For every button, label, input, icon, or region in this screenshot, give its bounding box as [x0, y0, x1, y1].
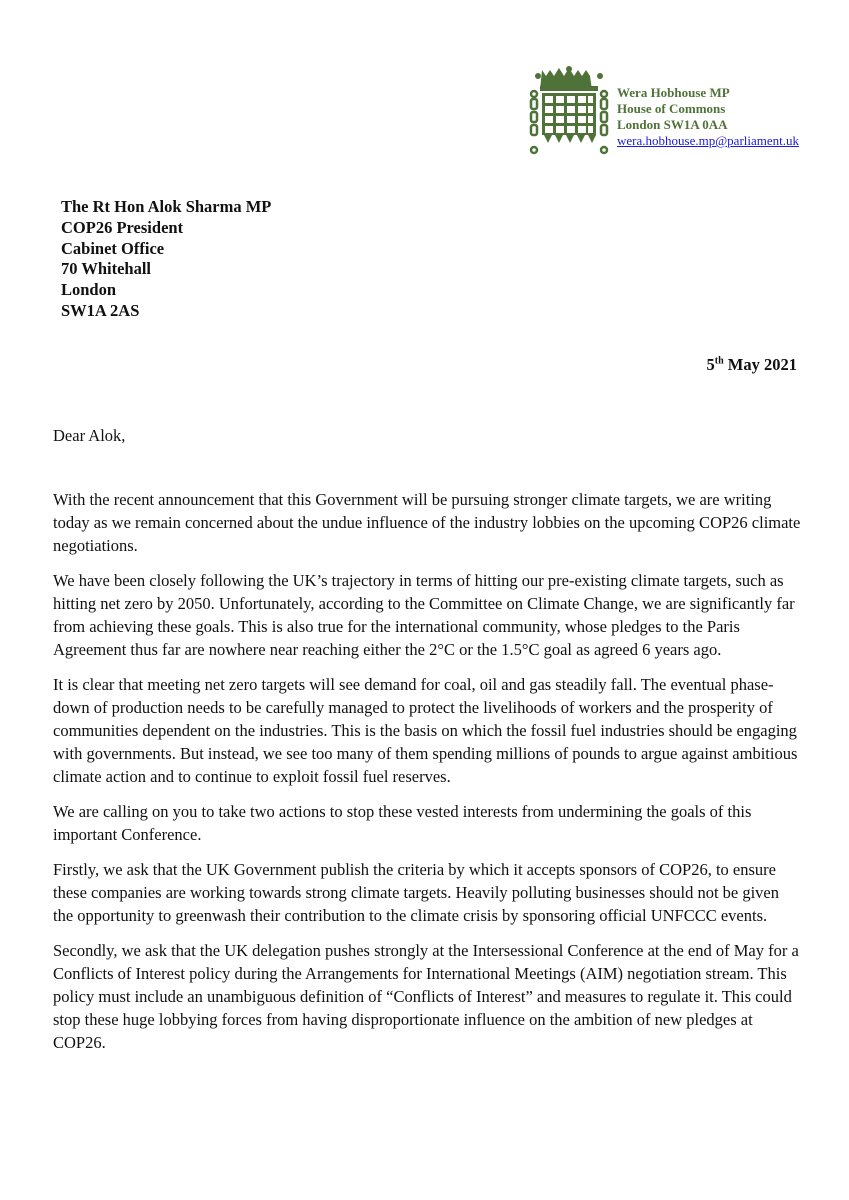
recipient-line: Cabinet Office [61, 238, 165, 258]
body-paragraph: We have been closely following the UK’s trajectory in terms of hitting our pre-existing climate targets, such as hitting net zero by 2050. Unfortunately, according to the Committee on Climate Change, we are significantly far from achieving these goals. This is also true for the international community, whose pledges to the Paris Agreement thus far are nowhere near reaching either the 2°C or the 1.5°C goal as agreed 6 years ago. [53, 571, 795, 659]
recipient-line: COP26 President [61, 217, 184, 237]
date-suffix: th [714, 355, 724, 367]
recipient-line: London [61, 280, 117, 300]
body-paragraph: It is clear that meeting net zero targets will see demand for coal, oil and gas steadily fall. The eventual phase-down of production needs to be carefully managed to protect the livelihoods of workers and the prosperity of communities dependent on the industries. This is the basis on which the fossil fuel industries should be engaging with governments. But instead, we see too many of them spending millions of pounds to argue against ambitious climate action and to continue to exploit fossil fuel reserves. [53, 675, 798, 786]
date-month-year: May 2021 [723, 355, 797, 374]
sender-name: Wera Hobhouse MP [617, 85, 730, 100]
salutation: Dear Alok, [53, 426, 126, 445]
date-day: 5 [706, 355, 715, 374]
letter-date [707, 355, 797, 375]
letter-body [53, 488, 803, 1066]
sender-org: House of Commons [617, 101, 726, 116]
portcullis-crest-logo [528, 66, 610, 156]
sender-address-line: London SW1A 0AA [617, 117, 728, 132]
body-paragraph: Firstly, we ask that the UK Government publish the criteria by which it accepts sponsors of COP26, to ensure these companies are working towards strong climate targets. Heavily polluting businesses should not be given the opportunity to greenwash their contribution to the climate crisis by sponsoring official UNFCCC events. [53, 860, 780, 925]
recipient-address [61, 197, 271, 322]
sender-email-link[interactable]: wera.hobhouse.mp@parliament.uk [617, 133, 800, 148]
recipient-line: SW1A 2AS [61, 300, 140, 320]
sender-address [617, 85, 799, 149]
body-paragraph: With the recent announcement that this Government will be pursuing stronger climate targets, we are writing today as we remain concerned about the undue influence of the industry lobbies on the upcoming COP26 climate negotiations. [53, 490, 801, 555]
body-paragraph: Secondly, we ask that the UK delegation pushes strongly at the Intersessional Conference at the end of May for a Conflicts of Interest policy during the Arrangements for International Meetings (AIM) negotiation stream. This policy must include an unambiguous definition of “Conflicts of Interest” and measures to regulate it. This could stop these huge lobbying forces from having disproportionate influence on the ambition of new pledges at COP26. [53, 941, 799, 1052]
recipient-line: 70 Whitehall [61, 259, 152, 279]
body-paragraph: We are calling on you to take two actions to stop these vested interests from undermining the goals of this important Conference. [53, 802, 752, 844]
recipient-line: The Rt Hon Alok Sharma MP [61, 197, 272, 216]
